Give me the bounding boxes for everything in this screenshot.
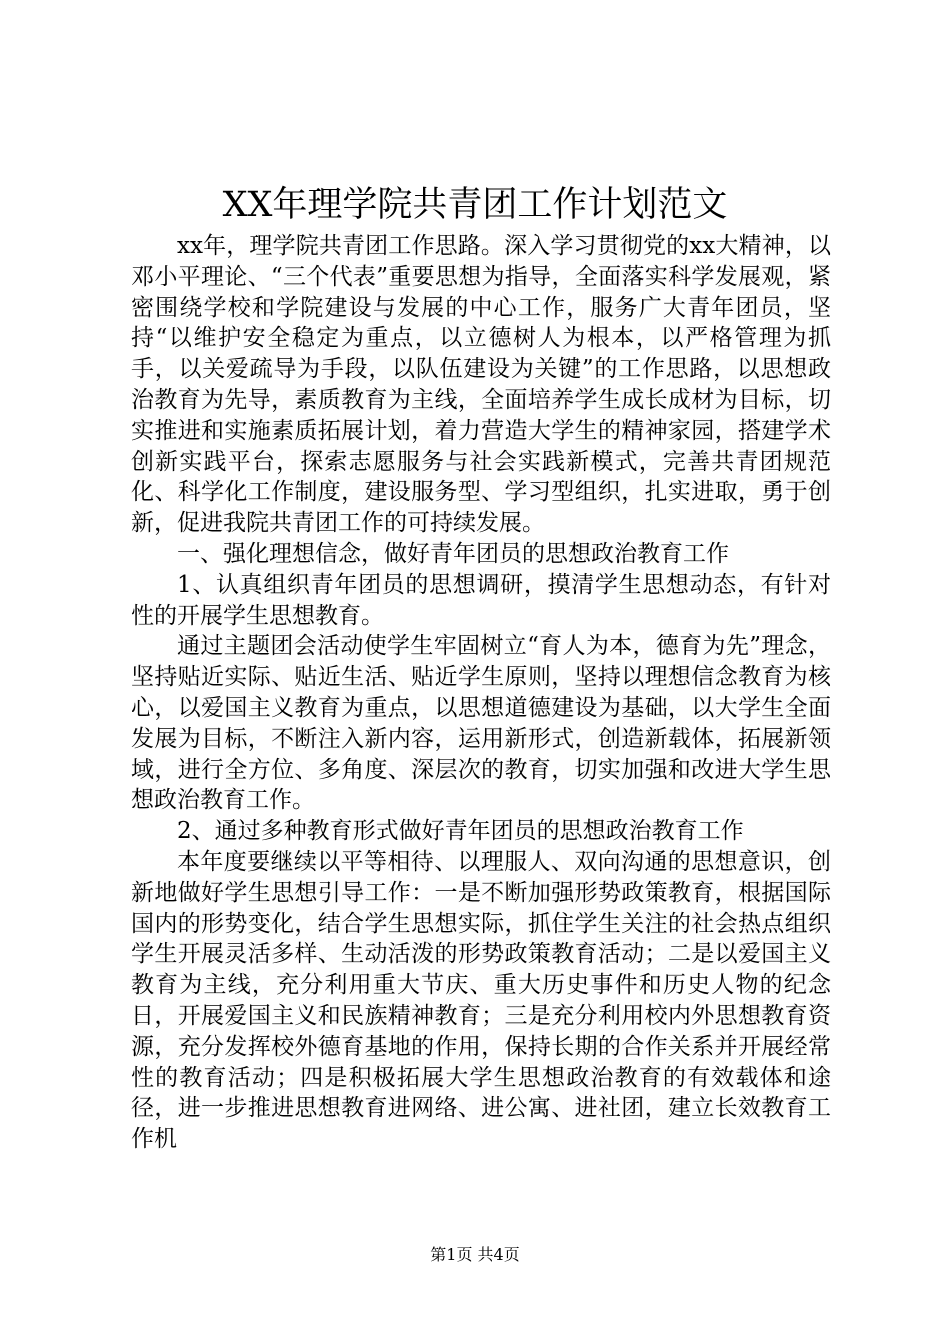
paragraph-theme-activities: 通过主题团会活动使学生牢固树立“育人为本，德育为先”理念，坚持贴近实际、贴近生活、贴近学生原则，坚持以理想信念教育为核心，以爱国主义教育为重点，以思想道德建设为基础，以大学生全面发展为目标，不断注入新内容，运用新形式，创造新载体，拓展新领域，进行全方位、多角度、深层次的教育，切实加强和改进大学生思想政治教育工作。 <box>131 633 831 814</box>
paragraph-education-forms: 本年度要继续以平等相待、以理服人、双向沟通的思想意识，创新地做好学生思想引导工作：一是不断加强形势政策教育，根据国际国内的形势变化，结合学生思想实际，抓住学生关注的社会热点组织学生开展灵活多样、生动活泼的形势政策教育活动；二是以爱国主义教育为主线，充分利用重大节庆、重大历史事件和历史人物的纪念日，开展爱国主义和民族精神教育；三是充分利用校内外思想教育资源，充分发挥校外德育基地的作用，保持长期的合作关系并开展经常性的教育活动；四是积极拓展大学生思想政治教育的有效载体和途径，进一步推进思想教育进网络、进公寓、进社团，建立长效教育工作机 <box>131 848 831 1153</box>
document-body <box>131 231 831 1155</box>
subsection-heading-2: 2、通过多种教育形式做好青年团员的思想政治教育工作 <box>177 818 744 845</box>
document-title: XX年理学院共青团工作计划范文 <box>222 185 728 225</box>
subsection-heading-1: 1、认真组织青年团员的思想调研，摸清学生思想动态，有针对性的开展学生思想教育。 <box>131 571 831 629</box>
page-footer: 第1页 共4页 <box>430 1245 520 1264</box>
section-heading-1: 一、强化理想信念，做好青年团员的思想政治教育工作 <box>177 540 729 567</box>
paragraph-intro: xx年，理学院共青团工作思路。深入学习贯彻党的xx大精神，以邓小平理论、“三个代表”重要思想为指导，全面落实科学发展观，紧密围绕学校和学院建设与发展的中心工作，服务广大青年团员，坚持“以维护安全稳定为重点，以立德树人为根本，以严格管理为抓手，以关爱疏导为手段，以队伍建设为关键”的工作思路，以思想政治教育为先导，素质教育为主线，全面培养学生成长成材为目标，切实推进和实施素质拓展计划，着力营造大学生的精神家园，搭建学术创新实践平台，探索志愿服务与社会实践新模式，完善共青团规范化、科学化工作制度，建设服务型、学习型组织，扎实进取，勇于创新，促进我院共青团工作的可持续发展。 <box>131 233 831 537</box>
